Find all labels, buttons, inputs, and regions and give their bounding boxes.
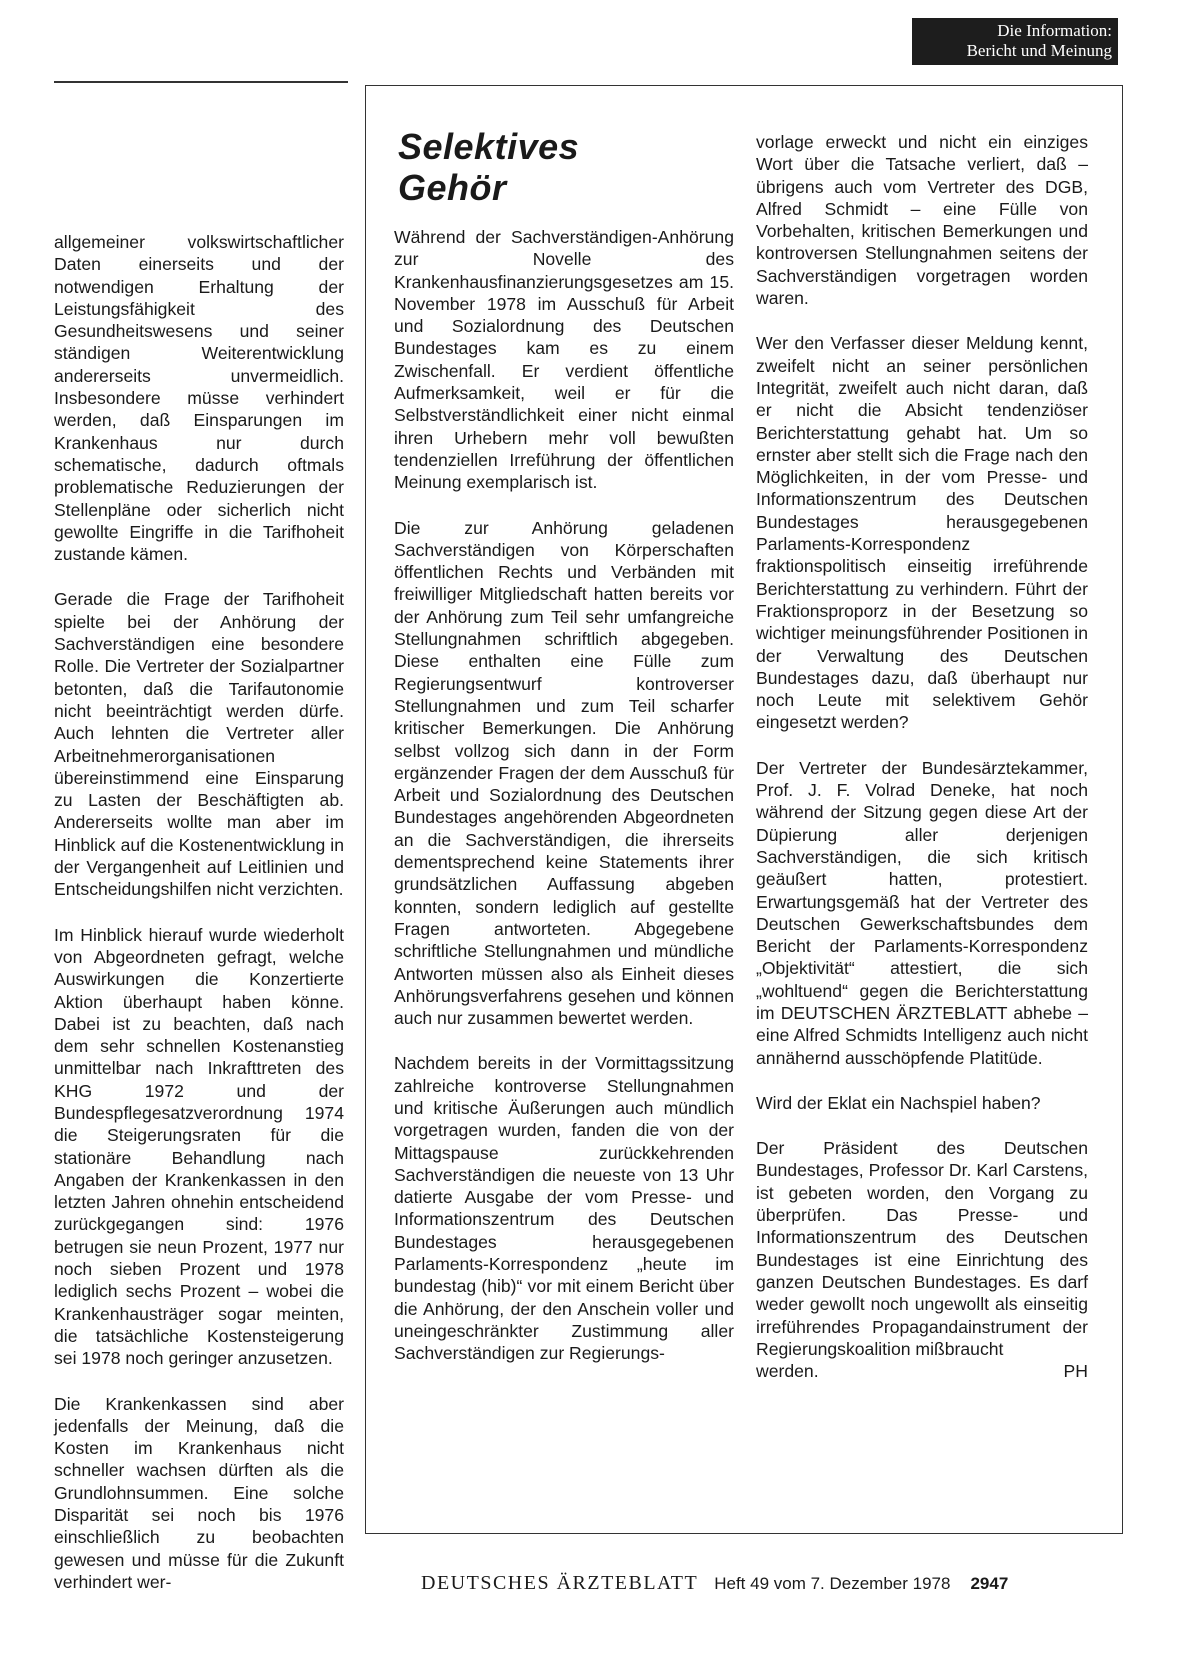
box-paragraph: Nachdem bereits in der Vormittagssitzung zahlreiche kontroverse Stellungnahmen und kritische Äußerungen auch mündlich vorgetragen wurden, fanden die von der Mittagspause zurückkehrenden Sachverständigen die neueste von 13 Uhr datierte Ausgabe der vom Presse- und Informationszentrum des Deutschen Bundestages herausgegebenen Parlaments-Korrespondenz „heute im bundestag (hib)“ vor mit einem Bericht über die Anhörung, der den Anschein voller und uneingeschränkter Zustimmung aller Sachverständigen zur Regierungs-	[394, 1053, 734, 1364]
box-middle-column	[394, 226, 734, 1388]
top-rule	[54, 81, 348, 83]
journal-name: DEUTSCHES ÄRZTEBLATT	[421, 1572, 699, 1594]
left-paragraph: Gerade die Frage der Tarifhoheit spielte bei der Anhörung der Sachverständigen eine besondere Rolle. Die Vertreter der Sozialpartner betonten, daß die Tarifautonomie nicht beeinträchtigt werden dürfe. Auch lehnten die Vertreter aller Arbeitnehmerorganisationen übereinstimmend eine Einsparung zu Lasten der Beschäftigten ab. Andererseits wollte man aber im Hinblick auf die Kostenentwicklung in der Vergangenheit auf Leitlinien und Entscheidungshilfen nicht verzichten.	[54, 589, 344, 900]
page-number: 2947	[970, 1574, 1009, 1593]
box-paragraph: vorlage erweckt und nicht ein einziges Wort über die Tatsache verliert, daß – übrigens auch vom Vertreter des DGB, Alfred Schmidt – eine Fülle von Vorbehalten, kritischen Bemerkungen und kontroversen Stellungnahmen seitens der Sachverständigen vorgetragen worden waren.	[756, 132, 1088, 309]
left-paragraph: Die Krankenkassen sind aber jedenfalls der Meinung, daß die Kosten im Krankenhaus nicht schneller wachsen dürften als die Grundlohnsummen. Eine solche Disparität sei noch bis 1976 einschließlich zu beobachten gewesen und müsse für die Zukunft verhindert wer-	[54, 1393, 344, 1592]
issue-info: Heft 49 vom 7. Dezember 1978	[714, 1574, 951, 1593]
box-paragraph: Der Vertreter der Bundesärztekammer, Prof. J. F. Volrad Deneke, hat noch während der Sitzung gegen diese Art der Düpierung aller derjenigen Sachverständigen, die sich kritisch geäußert hatten, protestiert. Erwartungsgemäß hat der Vertreter des Deutschen Gewerkschaftsbundes dem Bericht der Parlaments-Korrespondenz „Objektivität“ attestiert, die sich „wohltuend“ gegen die Berichterstattung im DEUTSCHEN ÄRZTEBLATT abhebe – eine Alfred Schmidts Intelligenz auch nicht annähernd ausschöpfende Platitüde.	[756, 757, 1088, 1068]
section-label-line2: Bericht und Meinung	[966, 41, 1112, 60]
commentary-title: Selektives Gehör	[398, 126, 580, 208]
left-paragraph: Im Hinblick hierauf wurde wiederholt von Abgeordneten gefragt, welche Auswirkungen die Konzertierte Aktion überhaupt haben könne. Dabei ist zu beachten, daß nach dem sehr schnellen Kostenanstieg unmittelbar nach Inkrafttreten des KHG 1972 und der Bundespflegesatzverordnung 1974 die Steigerungsraten für die stationäre Behandlung nach Angaben der Krankenkassen in den letzten Jahren ohnehin entscheidend zurückgegangen sind: 1976 betrugen sie neun Prozent, 1977 nur noch sieben Prozent und 1978 lediglich sechs Prozent – wobei die Krankenhausträger sogar meinten, die tatsächliche Kostensteigerung sei 1978 noch geringer anzusetzen.	[54, 924, 344, 1369]
box-paragraph: Die zur Anhörung geladenen Sachverständigen von Körperschaften öffentlichen Rechts und Verbänden mit freiwilliger Mitgliedschaft hatten bereits vor der Anhörung zum Teil sehr umfangreiche Stellungnahmen schriftlich abgegeben. Diese enthalten eine Fülle zum Regierungsentwurf kontroverser Stellungnahmen und zum Teil scharfer kritischer Bemerkungen. Die Anhörung selbst vollzog sich dann in der Form ergänzender Fragen der dem Ausschuß für Arbeit und Sozialordnung des Deutschen Bundestages angehörenden Abgeordneten an die Sachverständigen, die ihrerseits dementsprechend keine Statements ihrer grundsätzlichen Auffassung abgeben konnten, sondern lediglich auf gestellte Fragen antworteten. Abgegebene schriftliche Stellungnahmen und mündliche Antworten müssen also als Einheit dieses Anhörungsverfahrens gesehen und können auch nur zusammen bewertet werden.	[394, 517, 734, 1029]
section-label-line1: Die Information:	[997, 21, 1112, 40]
page-footer	[421, 1572, 1121, 1598]
author-signature: PH	[1063, 1361, 1088, 1382]
box-paragraph: Wer den Verfasser dieser Meldung kennt, zweifelt nicht an seiner persönlichen Integrität, zweifelt auch nicht daran, daß er nicht die Absicht tendenziöser Berichterstattung gehabt hat. Um so ernster aber stellt sich die Frage nach den Möglichkeiten, in der vom Presse- und Informationszentrum des Deutschen Bundestages herausgegebenen Parlaments-Korrespondenz fraktionspolitisch einseitig irreführende Berichterstattung zu verhindern. Führt der Fraktionsproporz in der Besetzung so wichtiger meinungsführender Positionen in der Verwaltung des Deutschen Bundestages dazu, daß überhaupt nur noch Leute mit selektivem Gehör eingesetzt werden?	[756, 333, 1088, 733]
box-paragraph: Wird der Eklat ein Nachspiel haben?	[756, 1092, 1041, 1113]
section-label	[912, 18, 1118, 65]
closing-line	[756, 1360, 1088, 1382]
box-right-column	[756, 131, 1088, 1382]
left-column	[54, 231, 344, 1616]
box-paragraph: Während der Sachverständigen-Anhörung zur Novelle des Krankenhausfinanzierungsgesetzes am 15. November 1978 im Ausschuß für Arbeit und Sozialordnung des Deutschen Bundestages kam es zu einem Zwischenfall. Er verdient öffentliche Aufmerksamkeit, weil er für die Selbstverständlichkeit einer nicht einmal ihren Urhebern mehr voll bewußten tendenziellen Irreführung der öffentlichen Meinung exemplarisch ist.	[394, 227, 734, 493]
box-paragraph: Der Präsident des Deutschen Bundestages, Professor Dr. Karl Carstens, ist gebeten worden, den Vorgang zu überprüfen. Das Presse- und Informationszentrum des Deutschen Bundestages ist eine Einrichtung des ganzen Deutschen Bundestages. Es darf weder gewollt noch ungewollt als einseitig irreführendes Propagandainstrument der Regierungskoalition mißbraucht	[756, 1138, 1088, 1359]
left-paragraph: allgemeiner volkswirtschaftlicher Daten einerseits und der notwendigen Erhaltung der Leistungsfähigkeit des Gesundheitswesens und seiner ständigen Weiterentwicklung andererseits unvermeidlich. Insbesondere müsse verhindert werden, daß Einsparungen im Krankenhaus nur durch schematische, dadurch oftmals problematische Reduzierungen der Stellenpläne oder sicherlich nicht gewollte Eingriffe in die Tarifhoheit zustande kämen.	[54, 232, 344, 565]
closing-word: werden.	[756, 1361, 819, 1382]
